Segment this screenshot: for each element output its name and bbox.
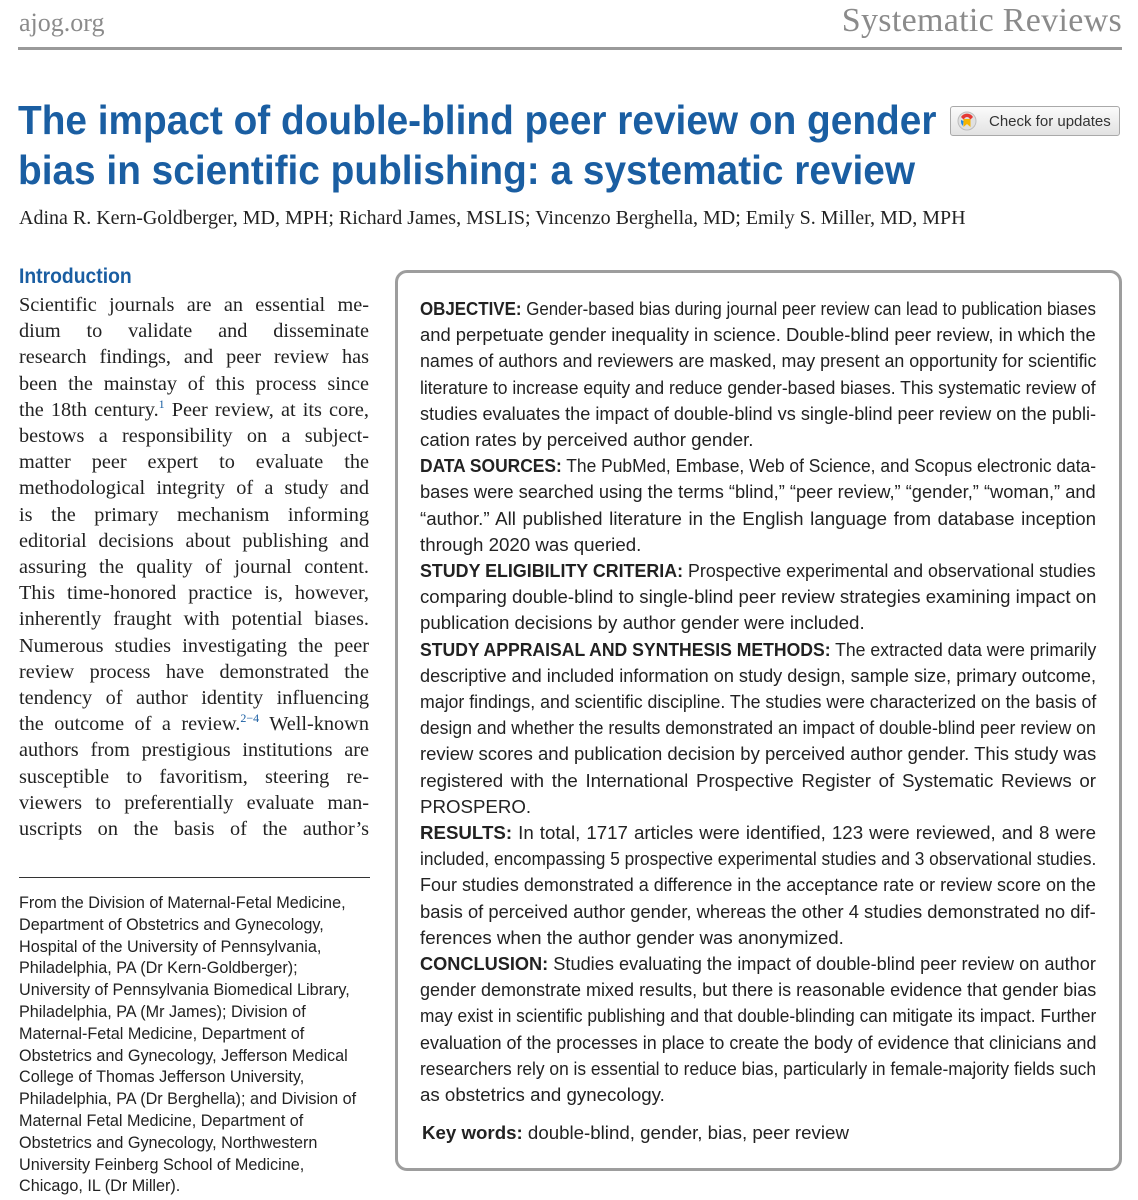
affiliation-line: Obstetrics and Gynecology, Northwestern (19, 1133, 318, 1152)
abstract-line: cation rates by perceived author gender. (420, 429, 754, 451)
abstract-line (420, 637, 1096, 663)
objective-label: OBJECTIVE: (420, 298, 522, 319)
abstract-text: In total, 1717 articles were identified, 123 were reviewed, and 8 were (512, 822, 1096, 844)
article-title-line-2: bias in scientific publishing: a systematic review (18, 147, 916, 193)
abstract-line: gender demonstrate mixed results, but there is reasonable evidence that gender bias (420, 979, 1097, 1001)
intro-line: been the mainstay of this process since (19, 372, 369, 395)
affiliation-line: Philadelphia, PA (Dr Kern-Goldberger); (19, 959, 298, 978)
results-label: RESULTS: (420, 822, 513, 844)
abstract-line: through 2020 was queried. (420, 533, 642, 555)
affiliation-line: Chicago, IL (Dr Miller). (19, 1177, 181, 1196)
abstract-text: The extracted data were primarily (830, 638, 1097, 660)
abstract-line: may exist in scientific publishing and that double-blinding can mitigate its impact. Further (420, 1005, 1097, 1027)
intro-line: tendency of author identity influencing (19, 687, 369, 710)
intro-line: authors from prestigious institutions are (19, 739, 369, 762)
abstract-text: Prospective experimental and observational studies (683, 560, 1096, 582)
abstract-line (420, 951, 1096, 977)
abstract-line: studies evaluates the impact of double-blind vs single-blind peer review on the publi- (420, 402, 1097, 424)
abstract-line: comparing double-blind to single-blind peer review strategies examining impact on (420, 586, 1097, 608)
check-for-updates-label: Check for updates (989, 112, 1111, 130)
affiliation-line: University Feinberg School of Medicine, (19, 1155, 305, 1174)
affiliation-line: Department of Obstetrics and Gynecology, (19, 915, 324, 934)
citation-link[interactable]: 2−4 (240, 711, 260, 726)
affiliation-line: From the Division of Maternal-Fetal Medicine, (19, 894, 346, 912)
intro-text: the outcome of a review. (19, 713, 241, 736)
abstract-line: bases were searched using the terms “blind,” “peer review,” “gender,” “woman,” and (420, 481, 1096, 503)
introduction-heading: Introduction (19, 265, 132, 288)
intro-line: uscripts on the basis of the author’s (19, 818, 369, 841)
intro-text: the 18th century. (19, 398, 159, 421)
abstract-line: included, encompassing 5 prospective experimental studies and 3 observational studies. (420, 848, 1097, 870)
abstract-line (420, 453, 1096, 479)
abstract-line (420, 558, 1096, 584)
article-title-line-1: The impact of double-blind peer review on gender (18, 97, 937, 143)
intro-line (19, 397, 369, 423)
abstract-line: registered with the International Prospective Register of Systematic Reviews or (420, 769, 1096, 791)
affiliation-line: College of Thomas Jefferson University, (19, 1068, 305, 1087)
intro-text: Well-known (269, 713, 369, 736)
intro-line: viewers to preferentially evaluate man- (19, 791, 369, 814)
intro-line: inherently fraught with potential biases. (19, 608, 369, 631)
intro-line: editorial decisions about publishing and (19, 529, 369, 552)
section-label: Systematic Reviews (841, 2, 1122, 39)
intro-line: Numerous studies investigating the peer (19, 634, 369, 657)
conclusion-label: CONCLUSION: (420, 953, 549, 975)
crossmark-icon (957, 111, 977, 131)
affiliation-line: Obstetrics and Gynecology, Jefferson Medical (19, 1046, 348, 1065)
abstract-line: and perpetuate gender inequality in science. Double-blind peer review, in which the (420, 324, 1096, 346)
abstract-line: “author.” All published literature in the English language from database inception (420, 507, 1096, 529)
methods-label: STUDY APPRAISAL AND SYNTHESIS METHODS: (420, 638, 831, 660)
abstract-text: The PubMed, Embase, Web of Science, and Scopus electronic data- (561, 455, 1097, 477)
intro-line: Scientific journals are an essential me- (19, 294, 369, 316)
affiliation-line: Hospital of the University of Pennsylvania, (19, 937, 322, 956)
abstract-line: ferences when the author gender was anonymized. (420, 926, 844, 948)
affiliation-line: Philadelphia, PA (Dr Berghella); and Division of (19, 1090, 357, 1109)
keywords-label: Key words: (422, 1122, 523, 1143)
intro-line (19, 711, 369, 737)
eligibility-label: STUDY ELIGIBILITY CRITERIA: (420, 560, 684, 582)
introduction-body (19, 292, 369, 842)
abstract-line: evaluation of the processes in place to create the body of evidence that clinicians and (420, 1031, 1097, 1053)
intro-line: research findings, and peer review has (19, 346, 369, 369)
abstract-line: review scores and publication decision by perceived author gender. This study was (420, 743, 1097, 765)
intro-line: bestows a responsibility on a subject- (19, 425, 369, 448)
abstract-line (420, 296, 1096, 322)
affiliation-footnote (19, 893, 379, 1198)
intro-line: dium to validate and disseminate (19, 320, 369, 343)
affiliation-divider (19, 877, 370, 878)
keywords (422, 1122, 849, 1144)
abstract-line: descriptive and included information on study design, sample size, primary outcome, (420, 664, 1097, 686)
data-sources-label: DATA SOURCES: (420, 455, 562, 477)
intro-line: assuring the quality of journal content. (19, 556, 369, 579)
abstract-line: researchers rely on is essential to reduce bias, particularly in female-majority fields such (420, 1057, 1097, 1079)
affiliation-line: Maternal Fetal Medicine, Department of (19, 1111, 304, 1130)
intro-text: Peer review, at its core, (171, 398, 369, 421)
abstract-line: names of authors and reviewers are masked, may present an opportunity for scientific (420, 350, 1097, 372)
author-list: Adina R. Kern-Goldberger, MD, MPH; Richard James, MSLIS; Vincenzo Berghella, MD; Emily S. Miller, MD, MPH (19, 207, 966, 229)
abstract-text: Gender-based bias during journal peer review can lead to publication biases (521, 298, 1096, 319)
affiliation-line: Philadelphia, PA (Mr James); Division of (19, 1002, 306, 1021)
abstract-line: basis of perceived author gender, whereas the other 4 studies demonstrated no dif- (420, 900, 1096, 922)
article-title (18, 95, 937, 195)
citation-link[interactable]: 1 (158, 396, 165, 411)
header-divider (18, 47, 1122, 50)
structured-abstract (420, 296, 1096, 1108)
abstract-line: literature to increase equity and reduce gender-based biases. This systematic review of (420, 376, 1096, 398)
intro-line: matter peer expert to evaluate the (19, 451, 369, 474)
abstract-line (420, 820, 1096, 846)
affiliation-line: University of Pennsylvania Biomedical Library, (19, 981, 350, 1000)
abstract-text: Studies evaluating the impact of double-blind peer review on author (548, 953, 1096, 975)
intro-line: methodological integrity of a study and (19, 477, 369, 500)
journal-site: ajog.org (19, 8, 105, 37)
abstract-line: major findings, and scientific discipline. The studies were characterized on the basis of (420, 691, 1097, 713)
intro-line: review process have demonstrated the (19, 660, 369, 683)
abstract-line: publication decisions by author gender were included. (420, 612, 865, 634)
affiliation-line: Maternal-Fetal Medicine, Department of (19, 1024, 305, 1043)
abstract-line: PROSPERO. (420, 795, 532, 817)
intro-line: is the primary mechanism informing (19, 503, 369, 526)
abstract-line: as obstetrics and gynecology. (420, 1084, 665, 1106)
check-for-updates-button[interactable] (950, 106, 1120, 136)
intro-line: This time-honored practice is, however, (19, 582, 369, 605)
keywords-list: double-blind, gender, bias, peer review (522, 1122, 849, 1143)
abstract-line: design and whether the results demonstrated an impact of double-blind peer review on (420, 717, 1096, 739)
intro-line: susceptible to favoritism, steering re- (19, 765, 369, 788)
abstract-line: Four studies demonstrated a difference in the acceptance rate or review score on the (420, 874, 1096, 896)
